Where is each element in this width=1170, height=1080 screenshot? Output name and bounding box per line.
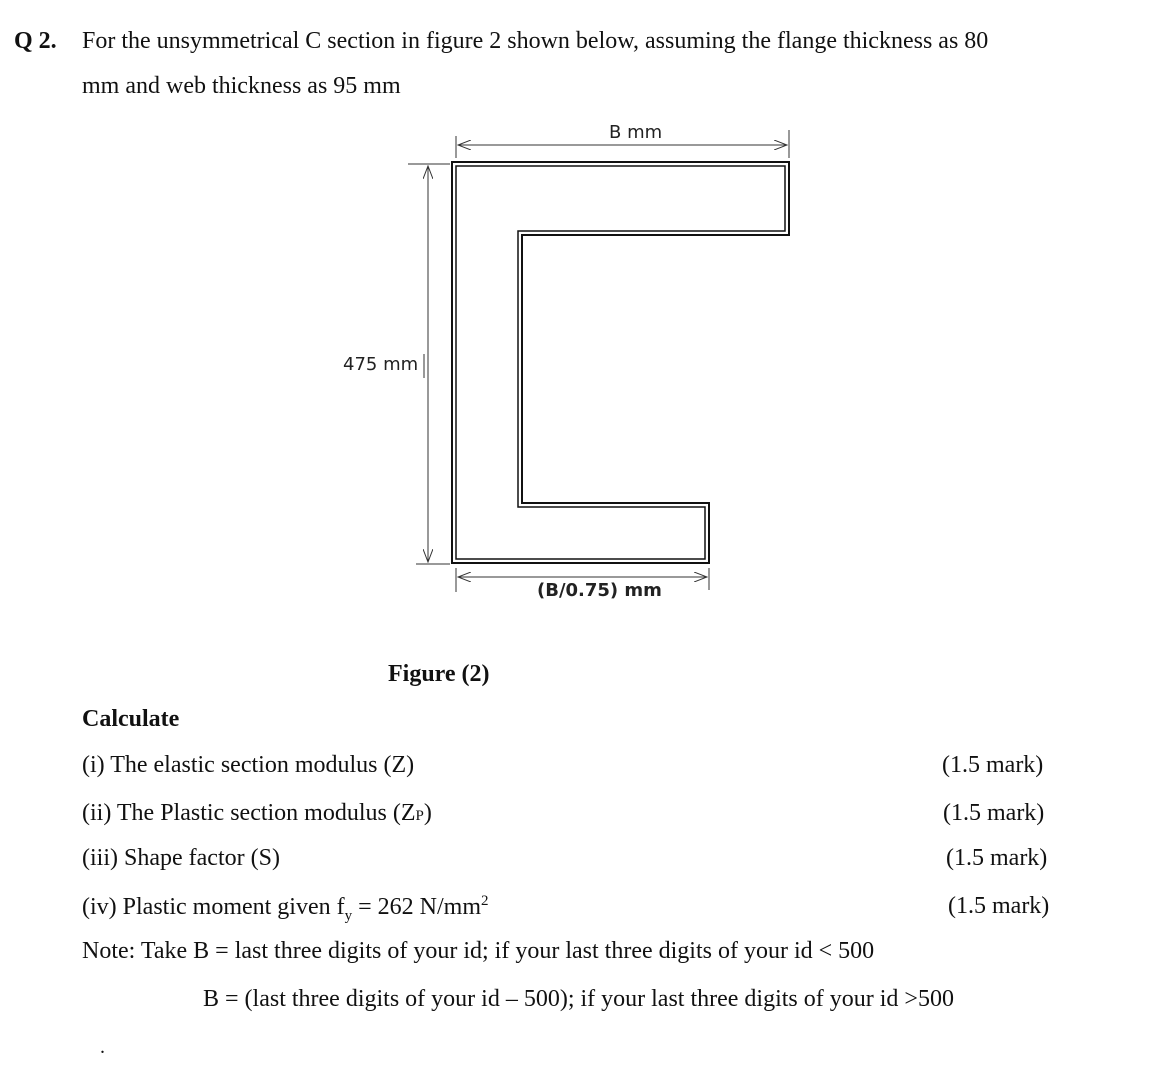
item-text: (iv) Plastic moment given f — [82, 894, 345, 920]
top-dimension-label: B mm — [609, 122, 663, 143]
item-plastic-moment — [82, 893, 489, 925]
figure-caption: Figure (2) — [388, 661, 490, 687]
height-dimension-label: 475 mm — [343, 354, 419, 375]
item-subscript: y — [344, 907, 353, 924]
c-section-outline — [452, 162, 789, 563]
item-marks: (1.5 mark) — [948, 893, 1050, 919]
bottom-dimension-label: (B/0.75) mm — [537, 580, 662, 601]
item-elastic-modulus — [82, 752, 414, 779]
item-superscript: 2 — [481, 893, 489, 909]
calculate-heading: Calculate — [82, 706, 180, 732]
item-text-middle: = 262 N/mm — [352, 894, 481, 920]
note-line1: Note: Take B = last three digits of your id; if your last three digits of your id < 500 — [82, 938, 875, 964]
question-text-line1: For the unsymmetrical C section in figure 2 shown below, assuming the flange thickness as 80 — [82, 28, 989, 54]
item-marks: (1.5 mark) — [946, 845, 1048, 871]
item-marks: (1.5 mark) — [942, 752, 1044, 778]
stray-dot: . — [100, 1036, 105, 1058]
item-text: (iii) Shape factor (S) — [82, 845, 280, 871]
question-text-line2: mm and web thickness as 95 mm — [82, 73, 401, 99]
item-subscript: P — [415, 808, 424, 824]
item-shape-factor — [82, 845, 280, 872]
item-text: (i) The elastic section modulus (Z) — [82, 752, 415, 778]
note-line2: B = (last three digits of your id – 500); if your last three digits of your id >500 — [203, 986, 954, 1012]
question-number: Q 2. — [14, 28, 57, 54]
item-plastic-modulus — [82, 800, 432, 827]
item-marks: (1.5 mark) — [943, 800, 1045, 826]
item-text-suffix: ) — [423, 800, 432, 826]
item-text: (ii) The Plastic section modulus (Z — [82, 800, 416, 826]
